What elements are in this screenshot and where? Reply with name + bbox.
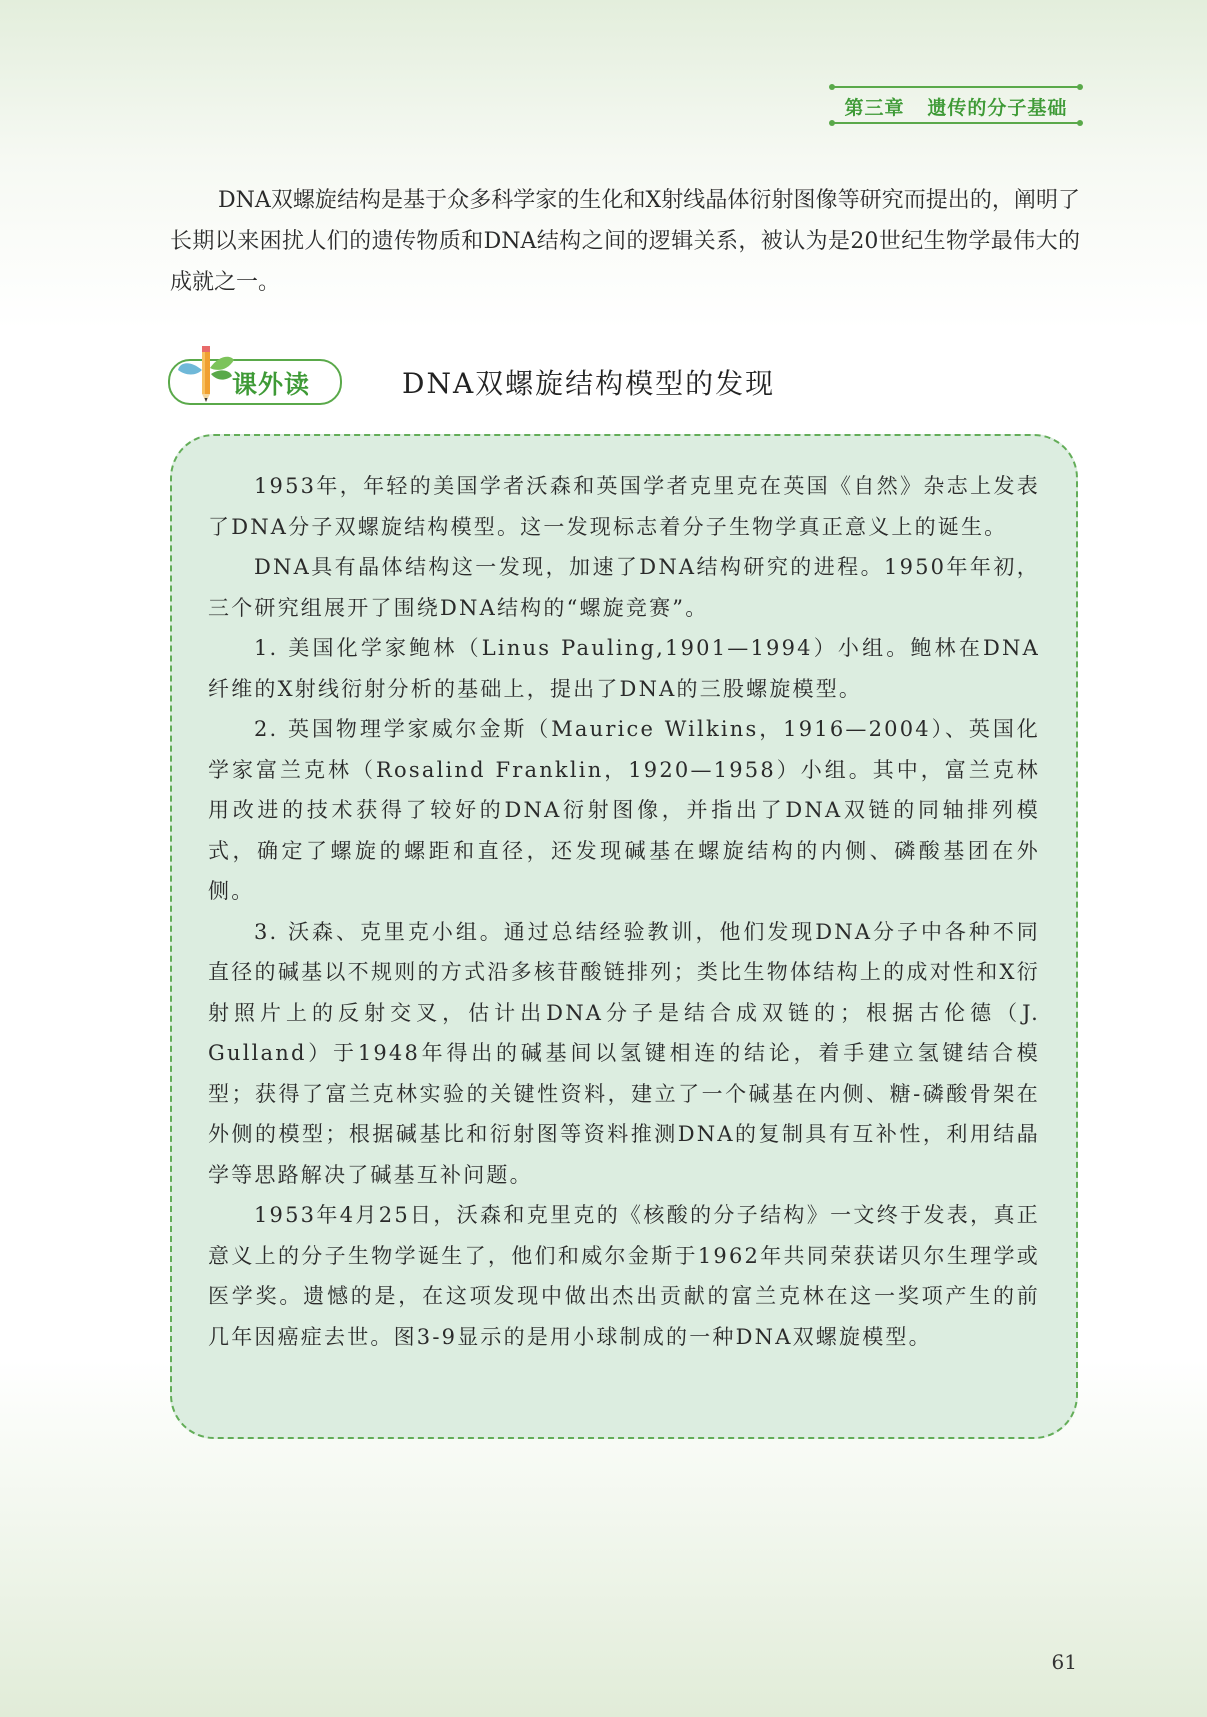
intro-paragraph: DNA双螺旋结构是基于众多科学家的生化和X射线晶体衍射图像等研究而提出的，阐明了长期以来困扰人们的遗传物质和DNA结构之间的逻辑关系，被认为是20世纪生物学最伟大的成就之一。: [170, 188, 1080, 295]
reading-text: [208, 466, 1040, 1357]
header-label: [832, 93, 1080, 120]
reading-paragraph: DNA具有晶体结构这一发现，加速了DNA结构研究的进程。1950年年初，三个研究组展开了围绕DNA结构的“螺旋竞赛”。: [208, 555, 1040, 620]
header-bottom-rule: [832, 122, 1080, 124]
page-number: 61: [1051, 1650, 1077, 1674]
section-heading: [168, 340, 1068, 410]
reading-paragraph: 1953年，年轻的美国学者沃森和英国学者克里克在英国《自然》杂志上发表了DNA分子双螺旋结构模型。这一发现标志着分子生物学真正意义上的诞生。: [208, 474, 1040, 539]
badge-label: 课外读: [232, 370, 311, 399]
reading-paragraph: 1. 美国化学家鲍林（Linus Pauling,1901—1994）小组。鲍林在DNA纤维的X射线衍射分析的基础上，提出了DNA的三股螺旋模型。: [208, 636, 1040, 701]
running-header: [832, 84, 1080, 126]
reading-box: [170, 434, 1078, 1439]
reading-paragraph: 3. 沃森、克里克小组。通过总结经验教训，他们发现DNA分子中各种不同直径的碱基以不规则的方式沿多核苷酸链排列；类比生物体结构上的成对性和X衍射照片上的反射交叉，估计出DNA分子是结合成双链的；根据古伦德（J. Gulland）于1948年得出的碱基间以氢键相连的结论，着手建立氢键结合模型；获得了富兰克林实验的关键性资料，建立了一个碱基在内侧、糖-磷酸骨架在外侧的模型；根据碱基比和衍射图等资料推测DNA的复制具有互补性，利用结晶学等思路解决了碱基互补问题。: [208, 919, 1040, 1187]
header-title: 遗传的分子基础: [927, 97, 1068, 119]
reading-paragraph: 1953年4月25日，沃森和克里克的《核酸的分子结构》一文终于发表，真正意义上的分子生物学诞生了，他们和威尔金斯于1962年共同荣获诺贝尔生理学或医学奖。遗憾的是，在这项发现中做出杰出贡献的富兰克林在这一奖项产生的前几年因癌症去世。图3-9显示的是用小球制成的一种DNA双螺旋模型。: [208, 1203, 1040, 1349]
header-chapter: 第三章: [844, 97, 905, 119]
header-top-rule: [832, 86, 1080, 88]
section-title: DNA双螺旋结构模型的发现: [402, 367, 776, 400]
reading-paragraph: 2. 英国物理学家威尔金斯（Maurice Wilkins，1916—2004）、英国化学家富兰克林（Rosalind Franklin，1920—1958）小组。其中，富兰克林用改进的技术获得了较好的DNA衍射图像，并指出了DNA双链的同轴排列模式，确定了螺旋的螺距和直径，还发现碱基在螺旋结构的内侧、磷酸基团在外侧。: [208, 717, 1040, 903]
pencil-with-leaves-icon: [178, 340, 234, 402]
